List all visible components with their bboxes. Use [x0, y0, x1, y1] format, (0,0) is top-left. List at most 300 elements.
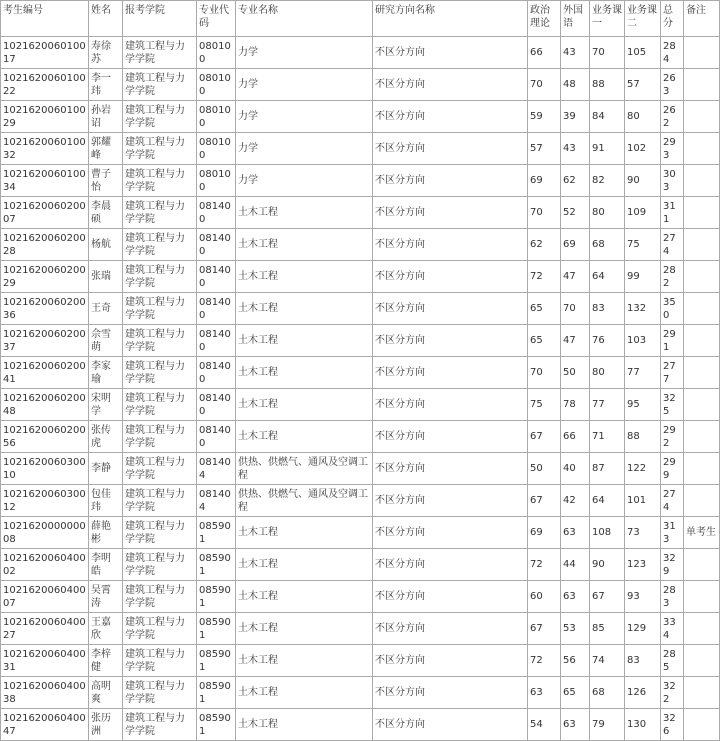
cell-foreign: 65 — [561, 677, 590, 709]
header-school: 报考学院 — [123, 1, 197, 37]
cell-note — [684, 581, 720, 613]
cell-major-code: 080100 — [197, 133, 236, 165]
cell-foreign: 70 — [561, 293, 590, 325]
cell-foreign: 63 — [561, 517, 590, 549]
cell-id: 102162006040038 — [1, 677, 89, 709]
cell-direction: 不区分方向 — [373, 613, 528, 645]
cell-total: 293 — [661, 133, 684, 165]
cell-foreign: 63 — [561, 709, 590, 741]
cell-major-name: 土木工程 — [236, 677, 373, 709]
cell-name: 李晨硕 — [89, 197, 123, 229]
cell-id: 102162006010034 — [1, 165, 89, 197]
cell-foreign: 43 — [561, 133, 590, 165]
cell-total: 285 — [661, 645, 684, 677]
cell-major-code: 081400 — [197, 229, 236, 261]
cell-course1: 80 — [590, 197, 625, 229]
cell-school: 建筑工程与力学学院 — [123, 709, 197, 741]
cell-politics: 62 — [528, 229, 561, 261]
cell-course2: 103 — [625, 325, 661, 357]
cell-course1: 77 — [590, 389, 625, 421]
table-row — [1, 101, 720, 133]
header-major-code: 专业代码 — [197, 1, 236, 37]
cell-direction: 不区分方向 — [373, 357, 528, 389]
cell-major-name: 土木工程 — [236, 421, 373, 453]
header-course2: 业务课二 — [625, 1, 661, 37]
cell-note — [684, 389, 720, 421]
cell-name: 李静 — [89, 453, 123, 485]
cell-total: 325 — [661, 389, 684, 421]
cell-id: 102162006040027 — [1, 613, 89, 645]
cell-note — [684, 485, 720, 517]
cell-politics: 72 — [528, 549, 561, 581]
cell-politics: 69 — [528, 517, 561, 549]
cell-major-code: 085901 — [197, 645, 236, 677]
cell-id: 102162006020007 — [1, 197, 89, 229]
cell-foreign: 47 — [561, 325, 590, 357]
cell-course2: 93 — [625, 581, 661, 613]
cell-major-code: 080100 — [197, 69, 236, 101]
table-row — [1, 677, 720, 709]
table-row — [1, 325, 720, 357]
table-row — [1, 517, 720, 549]
cell-major-name: 力学 — [236, 69, 373, 101]
cell-id: 102162006040031 — [1, 645, 89, 677]
cell-major-name: 土木工程 — [236, 293, 373, 325]
cell-course1: 84 — [590, 101, 625, 133]
cell-foreign: 78 — [561, 389, 590, 421]
cell-major-code: 081400 — [197, 389, 236, 421]
cell-id: 102162006020048 — [1, 389, 89, 421]
cell-politics: 59 — [528, 101, 561, 133]
header-major-name: 专业名称 — [236, 1, 373, 37]
cell-note — [684, 357, 720, 389]
cell-name: 宋明学 — [89, 389, 123, 421]
cell-name: 佘雪萌 — [89, 325, 123, 357]
cell-major-code: 081400 — [197, 421, 236, 453]
cell-course1: 76 — [590, 325, 625, 357]
cell-course2: 83 — [625, 645, 661, 677]
header-row — [1, 1, 720, 37]
cell-total: 277 — [661, 357, 684, 389]
cell-total: 292 — [661, 421, 684, 453]
cell-school: 建筑工程与力学学院 — [123, 389, 197, 421]
cell-foreign: 52 — [561, 197, 590, 229]
cell-foreign: 53 — [561, 613, 590, 645]
cell-name: 孙岩诏 — [89, 101, 123, 133]
cell-total: 283 — [661, 581, 684, 613]
header-course1: 业务课一 — [590, 1, 625, 37]
cell-politics: 75 — [528, 389, 561, 421]
cell-id: 102162006030010 — [1, 453, 89, 485]
cell-name: 张传虎 — [89, 421, 123, 453]
cell-politics: 66 — [528, 37, 561, 69]
cell-direction: 不区分方向 — [373, 37, 528, 69]
cell-course2: 129 — [625, 613, 661, 645]
cell-school: 建筑工程与力学学院 — [123, 645, 197, 677]
cell-foreign: 43 — [561, 37, 590, 69]
cell-major-code: 085901 — [197, 677, 236, 709]
cell-name: 张瑞 — [89, 261, 123, 293]
cell-school: 建筑工程与力学学院 — [123, 485, 197, 517]
cell-id: 102162006040047 — [1, 709, 89, 741]
cell-major-name: 土木工程 — [236, 261, 373, 293]
cell-foreign: 63 — [561, 581, 590, 613]
cell-direction: 不区分方向 — [373, 549, 528, 581]
cell-name: 王奇 — [89, 293, 123, 325]
cell-direction: 不区分方向 — [373, 517, 528, 549]
cell-major-name: 力学 — [236, 165, 373, 197]
cell-course2: 57 — [625, 69, 661, 101]
header-name: 姓名 — [89, 1, 123, 37]
cell-course2: 75 — [625, 229, 661, 261]
cell-course2: 99 — [625, 261, 661, 293]
cell-direction: 不区分方向 — [373, 325, 528, 357]
cell-note — [684, 261, 720, 293]
cell-direction: 不区分方向 — [373, 389, 528, 421]
cell-politics: 60 — [528, 581, 561, 613]
cell-course2: 122 — [625, 453, 661, 485]
cell-id: 102162006010029 — [1, 101, 89, 133]
header-direction: 研究方向名称 — [373, 1, 528, 37]
cell-politics: 50 — [528, 453, 561, 485]
cell-total: 263 — [661, 69, 684, 101]
cell-school: 建筑工程与力学学院 — [123, 453, 197, 485]
cell-major-code: 081400 — [197, 325, 236, 357]
table-row — [1, 581, 720, 613]
cell-total: 313 — [661, 517, 684, 549]
cell-course2: 80 — [625, 101, 661, 133]
cell-course2: 95 — [625, 389, 661, 421]
cell-major-name: 土木工程 — [236, 645, 373, 677]
cell-politics: 72 — [528, 645, 561, 677]
cell-id: 102162006020037 — [1, 325, 89, 357]
cell-school: 建筑工程与力学学院 — [123, 133, 197, 165]
cell-course1: 68 — [590, 677, 625, 709]
cell-politics: 72 — [528, 261, 561, 293]
cell-major-code: 081400 — [197, 357, 236, 389]
cell-total: 262 — [661, 101, 684, 133]
cell-course1: 70 — [590, 37, 625, 69]
cell-course1: 79 — [590, 709, 625, 741]
cell-name: 张历洲 — [89, 709, 123, 741]
cell-school: 建筑工程与力学学院 — [123, 581, 197, 613]
cell-course1: 80 — [590, 357, 625, 389]
table-row — [1, 69, 720, 101]
cell-major-code: 085901 — [197, 709, 236, 741]
cell-course1: 91 — [590, 133, 625, 165]
cell-school: 建筑工程与力学学院 — [123, 37, 197, 69]
cell-direction: 不区分方向 — [373, 645, 528, 677]
cell-id: 102162006040007 — [1, 581, 89, 613]
cell-note: 单考生 — [684, 517, 720, 549]
cell-major-code: 081404 — [197, 485, 236, 517]
cell-name: 寿徐苏 — [89, 37, 123, 69]
cell-id: 102162006020056 — [1, 421, 89, 453]
table-row — [1, 293, 720, 325]
header-politics: 政治理论 — [528, 1, 561, 37]
cell-foreign: 69 — [561, 229, 590, 261]
cell-major-name: 力学 — [236, 37, 373, 69]
cell-direction: 不区分方向 — [373, 581, 528, 613]
table-row — [1, 645, 720, 677]
cell-major-code: 085901 — [197, 517, 236, 549]
header-foreign: 外国语 — [561, 1, 590, 37]
cell-foreign: 42 — [561, 485, 590, 517]
cell-major-code: 081400 — [197, 197, 236, 229]
cell-major-code: 085901 — [197, 613, 236, 645]
cell-total: 334 — [661, 613, 684, 645]
cell-note — [684, 325, 720, 357]
cell-note — [684, 677, 720, 709]
cell-name: 李梓健 — [89, 645, 123, 677]
cell-direction: 不区分方向 — [373, 677, 528, 709]
cell-major-name: 土木工程 — [236, 389, 373, 421]
cell-course1: 108 — [590, 517, 625, 549]
cell-id: 102162006020036 — [1, 293, 89, 325]
table-row — [1, 485, 720, 517]
cell-major-code: 085901 — [197, 581, 236, 613]
cell-direction: 不区分方向 — [373, 485, 528, 517]
cell-school: 建筑工程与力学学院 — [123, 197, 197, 229]
cell-school: 建筑工程与力学学院 — [123, 69, 197, 101]
table-row — [1, 133, 720, 165]
cell-total: 284 — [661, 37, 684, 69]
cell-foreign: 44 — [561, 549, 590, 581]
cell-direction: 不区分方向 — [373, 261, 528, 293]
cell-school: 建筑工程与力学学院 — [123, 325, 197, 357]
cell-course2: 77 — [625, 357, 661, 389]
cell-direction: 不区分方向 — [373, 133, 528, 165]
cell-major-code: 080100 — [197, 165, 236, 197]
cell-major-name: 土木工程 — [236, 197, 373, 229]
cell-foreign: 40 — [561, 453, 590, 485]
cell-note — [684, 293, 720, 325]
cell-major-code: 080100 — [197, 37, 236, 69]
cell-id: 102162000000008 — [1, 517, 89, 549]
cell-id: 102162006020041 — [1, 357, 89, 389]
cell-school: 建筑工程与力学学院 — [123, 261, 197, 293]
cell-foreign: 56 — [561, 645, 590, 677]
cell-school: 建筑工程与力学学院 — [123, 677, 197, 709]
header-id: 考生编号 — [1, 1, 89, 37]
table-row — [1, 37, 720, 69]
cell-foreign: 62 — [561, 165, 590, 197]
cell-course1: 74 — [590, 645, 625, 677]
cell-name: 吴霄涛 — [89, 581, 123, 613]
cell-school: 建筑工程与力学学院 — [123, 421, 197, 453]
cell-course2: 90 — [625, 165, 661, 197]
cell-major-code: 081400 — [197, 293, 236, 325]
cell-id: 102162006010032 — [1, 133, 89, 165]
cell-foreign: 39 — [561, 101, 590, 133]
cell-major-code: 085901 — [197, 549, 236, 581]
cell-note — [684, 613, 720, 645]
cell-name: 李一玮 — [89, 69, 123, 101]
cell-id: 102162006040002 — [1, 549, 89, 581]
cell-major-name: 力学 — [236, 101, 373, 133]
cell-major-name: 土木工程 — [236, 581, 373, 613]
cell-note — [684, 453, 720, 485]
cell-name: 包佳玮 — [89, 485, 123, 517]
cell-total: 329 — [661, 549, 684, 581]
cell-major-name: 土木工程 — [236, 709, 373, 741]
cell-direction: 不区分方向 — [373, 709, 528, 741]
cell-politics: 63 — [528, 677, 561, 709]
cell-foreign: 47 — [561, 261, 590, 293]
cell-direction: 不区分方向 — [373, 453, 528, 485]
cell-major-name: 土木工程 — [236, 357, 373, 389]
table-row — [1, 709, 720, 741]
table-row — [1, 421, 720, 453]
cell-note — [684, 37, 720, 69]
cell-school: 建筑工程与力学学院 — [123, 101, 197, 133]
cell-id: 102162006030012 — [1, 485, 89, 517]
cell-major-name: 土木工程 — [236, 325, 373, 357]
cell-politics: 65 — [528, 325, 561, 357]
cell-total: 282 — [661, 261, 684, 293]
cell-name: 郭耀峰 — [89, 133, 123, 165]
cell-politics: 67 — [528, 485, 561, 517]
cell-foreign: 48 — [561, 69, 590, 101]
cell-course2: 130 — [625, 709, 661, 741]
cell-major-name: 供热、供燃气、通风及空调工程 — [236, 453, 373, 485]
cell-total: 274 — [661, 485, 684, 517]
table-row — [1, 613, 720, 645]
cell-foreign: 66 — [561, 421, 590, 453]
cell-id: 102162006020028 — [1, 229, 89, 261]
cell-direction: 不区分方向 — [373, 421, 528, 453]
table-row — [1, 165, 720, 197]
cell-major-name: 供热、供燃气、通风及空调工程 — [236, 485, 373, 517]
cell-course2: 73 — [625, 517, 661, 549]
cell-school: 建筑工程与力学学院 — [123, 549, 197, 581]
cell-name: 曹子怡 — [89, 165, 123, 197]
cell-note — [684, 165, 720, 197]
cell-course1: 82 — [590, 165, 625, 197]
cell-major-code: 081400 — [197, 261, 236, 293]
cell-course2: 88 — [625, 421, 661, 453]
cell-school: 建筑工程与力学学院 — [123, 229, 197, 261]
cell-course2: 126 — [625, 677, 661, 709]
cell-course1: 87 — [590, 453, 625, 485]
cell-course1: 68 — [590, 229, 625, 261]
table-body — [1, 37, 720, 741]
cell-note — [684, 549, 720, 581]
cell-course2: 123 — [625, 549, 661, 581]
cell-note — [684, 197, 720, 229]
cell-direction: 不区分方向 — [373, 229, 528, 261]
cell-name: 杨航 — [89, 229, 123, 261]
cell-politics: 70 — [528, 197, 561, 229]
cell-total: 303 — [661, 165, 684, 197]
table-row — [1, 229, 720, 261]
cell-major-name: 土木工程 — [236, 517, 373, 549]
cell-total: 291 — [661, 325, 684, 357]
cell-politics: 70 — [528, 357, 561, 389]
cell-note — [684, 709, 720, 741]
cell-note — [684, 421, 720, 453]
cell-course1: 64 — [590, 485, 625, 517]
table-row — [1, 549, 720, 581]
table-row — [1, 197, 720, 229]
cell-politics: 65 — [528, 293, 561, 325]
cell-major-code: 081404 — [197, 453, 236, 485]
cell-direction: 不区分方向 — [373, 165, 528, 197]
cell-total: 274 — [661, 229, 684, 261]
cell-id: 102162006010017 — [1, 37, 89, 69]
table-row — [1, 357, 720, 389]
cell-name: 薛艳彬 — [89, 517, 123, 549]
cell-politics: 67 — [528, 613, 561, 645]
cell-name: 王嘉欣 — [89, 613, 123, 645]
cell-major-code: 080100 — [197, 101, 236, 133]
cell-id: 102162006020029 — [1, 261, 89, 293]
table-row — [1, 261, 720, 293]
cell-note — [684, 645, 720, 677]
cell-note — [684, 133, 720, 165]
cell-direction: 不区分方向 — [373, 197, 528, 229]
cell-id: 102162006010022 — [1, 69, 89, 101]
cell-note — [684, 69, 720, 101]
cell-direction: 不区分方向 — [373, 69, 528, 101]
cell-major-name: 土木工程 — [236, 229, 373, 261]
cell-course1: 71 — [590, 421, 625, 453]
table-row — [1, 453, 720, 485]
cell-course1: 90 — [590, 549, 625, 581]
cell-direction: 不区分方向 — [373, 101, 528, 133]
cell-course1: 64 — [590, 261, 625, 293]
cell-name: 李家瑜 — [89, 357, 123, 389]
header-note: 备注 — [684, 1, 720, 37]
cell-total: 326 — [661, 709, 684, 741]
cell-course2: 101 — [625, 485, 661, 517]
cell-total: 311 — [661, 197, 684, 229]
cell-note — [684, 229, 720, 261]
cell-politics: 57 — [528, 133, 561, 165]
cell-major-name: 土木工程 — [236, 613, 373, 645]
cell-school: 建筑工程与力学学院 — [123, 293, 197, 325]
cell-school: 建筑工程与力学学院 — [123, 613, 197, 645]
cell-school: 建筑工程与力学学院 — [123, 357, 197, 389]
cell-major-name: 力学 — [236, 133, 373, 165]
cell-politics: 70 — [528, 69, 561, 101]
header-total: 总分 — [661, 1, 684, 37]
cell-course2: 109 — [625, 197, 661, 229]
table-row — [1, 389, 720, 421]
cell-note — [684, 101, 720, 133]
cell-course1: 88 — [590, 69, 625, 101]
cell-course1: 85 — [590, 613, 625, 645]
cell-school: 建筑工程与力学学院 — [123, 517, 197, 549]
cell-name: 高明爽 — [89, 677, 123, 709]
cell-course1: 83 — [590, 293, 625, 325]
cell-total: 350 — [661, 293, 684, 325]
cell-direction: 不区分方向 — [373, 293, 528, 325]
cell-politics: 67 — [528, 421, 561, 453]
cell-name: 李明皓 — [89, 549, 123, 581]
cell-foreign: 50 — [561, 357, 590, 389]
cell-politics: 54 — [528, 709, 561, 741]
cell-course2: 102 — [625, 133, 661, 165]
cell-course2: 132 — [625, 293, 661, 325]
cell-total: 299 — [661, 453, 684, 485]
cell-total: 322 — [661, 677, 684, 709]
cell-politics: 69 — [528, 165, 561, 197]
cell-major-name: 土木工程 — [236, 549, 373, 581]
cell-course2: 105 — [625, 37, 661, 69]
cell-school: 建筑工程与力学学院 — [123, 165, 197, 197]
cell-course1: 67 — [590, 581, 625, 613]
